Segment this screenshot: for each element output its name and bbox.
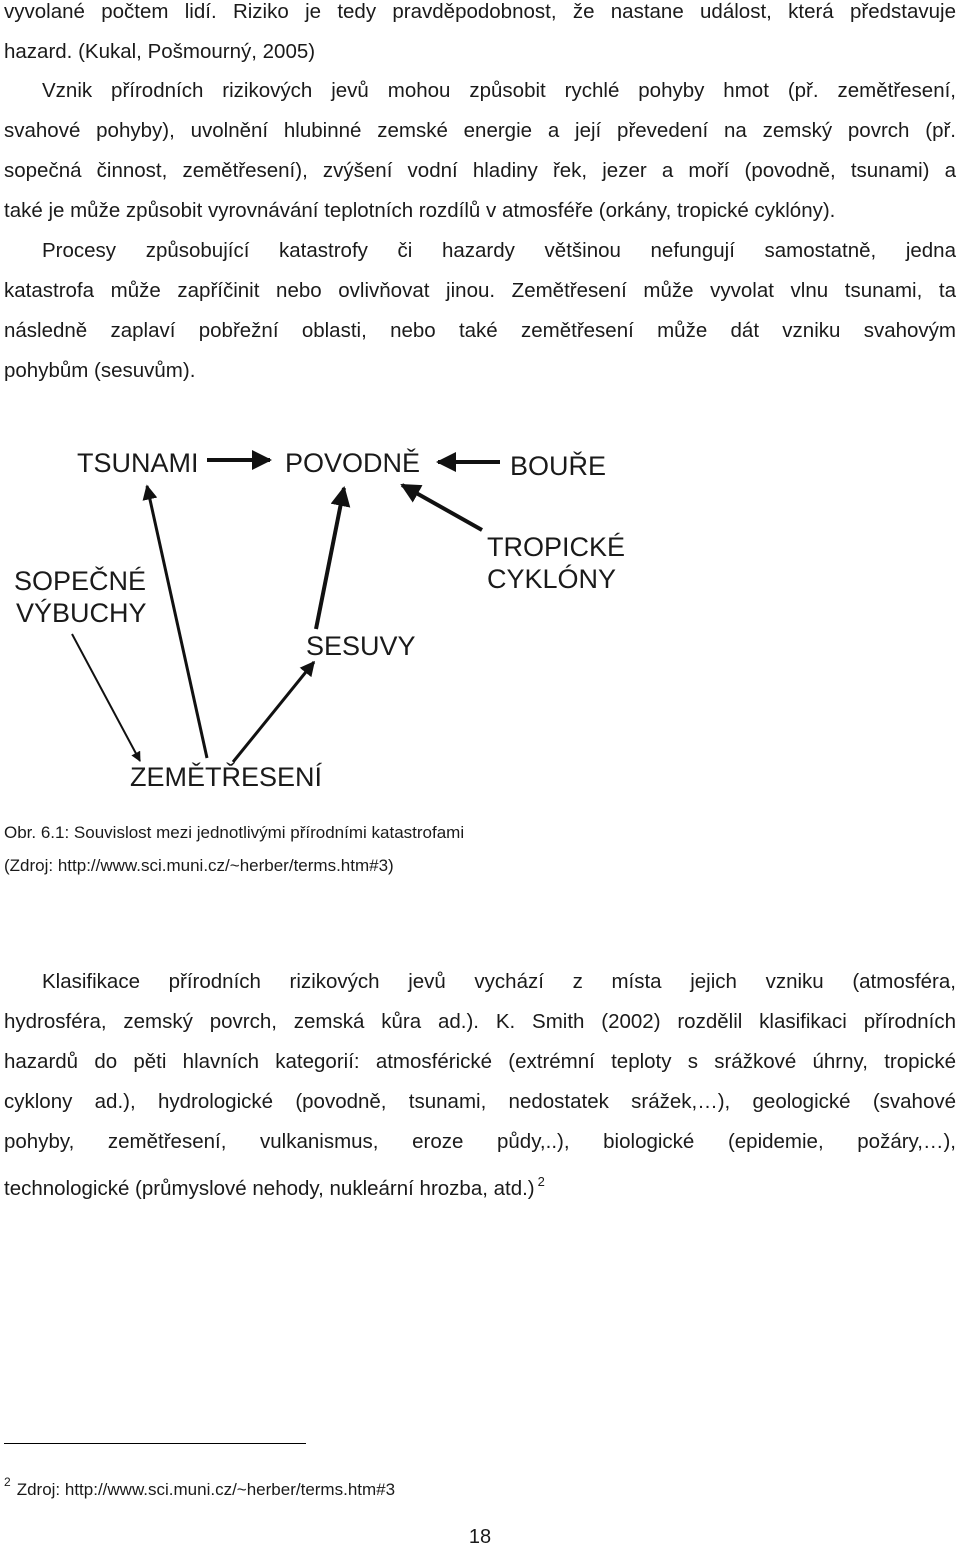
paragraph-2-line-1: Vznik přírodních rizikových jevů mohou způsobit rychlé pohyby hmot (př. zemětřesení, xyxy=(42,79,956,102)
node-boure: BOUŘE xyxy=(510,451,607,481)
node-povodne: POVODNĚ xyxy=(285,448,421,478)
figure-caption: Obr. 6.1: Souvislost mezi jednotlivými přírodními katastrofami xyxy=(4,823,465,842)
paragraph-3-line-2: katastrofa může zapříčinit nebo ovlivňovat jinou. Zemětřesení může vyvolat vlnu tsunami, ta xyxy=(4,279,956,302)
footnote-reference[interactable]: 2 xyxy=(537,1174,545,1189)
hazard-relations-diagram xyxy=(0,420,960,820)
paragraph-1-line-1: vyvolané počtem lidí. Riziko je tedy pravděpodobnost, že nastane událost, která představuje xyxy=(4,0,956,23)
paragraph-4-line-4: cyklony ad.), hydrologické (povodně, tsunami, nedostatek srážek,…), geologické (svahové xyxy=(4,1090,956,1113)
node-sesuvy: SESUVY xyxy=(306,631,416,661)
node-tropicke-line-1: TROPICKÉ xyxy=(487,532,626,562)
paragraph-4-line-3: hazardů do pěti hlavních kategorií: atmosférické (extrémní teploty s srážkové úhrny, tropické xyxy=(4,1050,956,1073)
paragraph-1-line-2: hazard. (Kukal, Pošmourný, 2005) xyxy=(4,40,316,63)
arrow-sesuvy-to-povodne xyxy=(316,488,344,629)
node-sopecne-line-2: VÝBUCHY xyxy=(16,598,147,628)
footnote-number: 2 xyxy=(4,1475,11,1489)
node-tropicke-line-2: CYKLÓNY xyxy=(487,564,617,594)
paragraph-3-line-4: pohybům (sesuvům). xyxy=(4,359,196,382)
paragraph-4-line-6-text: technologické (průmyslové nehody, nukleární hrozba, atd.) xyxy=(4,1177,535,1200)
arrow-zemetreseni-to-sesuvy xyxy=(233,662,314,762)
paragraph-4-line-2: hydrosféra, zemský povrch, zemská kůra ad.). K. Smith (2002) rozdělil klasifikaci přírodních xyxy=(4,1010,956,1033)
paragraph-4-line-1: Klasifikace přírodních rizikových jevů vychází z místa jejich vzniku (atmosféra, xyxy=(42,970,956,993)
arrow-vybuchy-to-zemetreseni xyxy=(72,634,140,761)
paragraph-2-line-4: také je může způsobit vyrovnávání teplotních rozdílů v atmosféře (orkány, tropické cyklóny). xyxy=(4,199,836,222)
paragraph-4-line-5: pohyby, zemětřesení, vulkanismus, eroze půdy,..), biologické (epidemie, požáry,…), xyxy=(4,1130,956,1153)
paragraph-4-line-6 xyxy=(4,1162,545,1209)
paragraph-3-line-3: následně zaplaví pobřežní oblasti, nebo také zemětřesení může dát vzniku svahovým xyxy=(4,319,956,342)
arrow-cyklony-to-povodne xyxy=(402,485,482,530)
footnote xyxy=(4,1470,395,1502)
paragraph-3-line-1: Procesy způsobující katastrofy či hazardy většinou nefungují samostatně, jedna xyxy=(42,239,956,262)
paragraph-2-line-2: svahové pohyby), uvolnění hlubinné zemské energie a její převedení na zemský povrch (př. xyxy=(4,119,956,142)
figure-source: (Zdroj: http://www.sci.muni.cz/~herber/terms.htm#3) xyxy=(4,856,394,875)
footnote-text: Zdroj: http://www.sci.muni.cz/~herber/terms.htm#3 xyxy=(16,1480,396,1499)
node-sopecne-line-1: SOPEČNÉ xyxy=(14,566,147,596)
page-number: 18 xyxy=(468,1526,492,1548)
node-zemetreseni: ZEMĚTŘESENÍ xyxy=(130,762,323,792)
paragraph-2-line-3: sopečná činnost, zemětřesení), zvýšení vodní hladiny řek, jezer a moří (povodně, tsunami) a xyxy=(4,159,956,182)
footnote-separator xyxy=(4,1443,306,1444)
node-tsunami: TSUNAMI xyxy=(77,448,199,478)
arrow-zemetreseni-to-tsunami xyxy=(147,486,207,758)
